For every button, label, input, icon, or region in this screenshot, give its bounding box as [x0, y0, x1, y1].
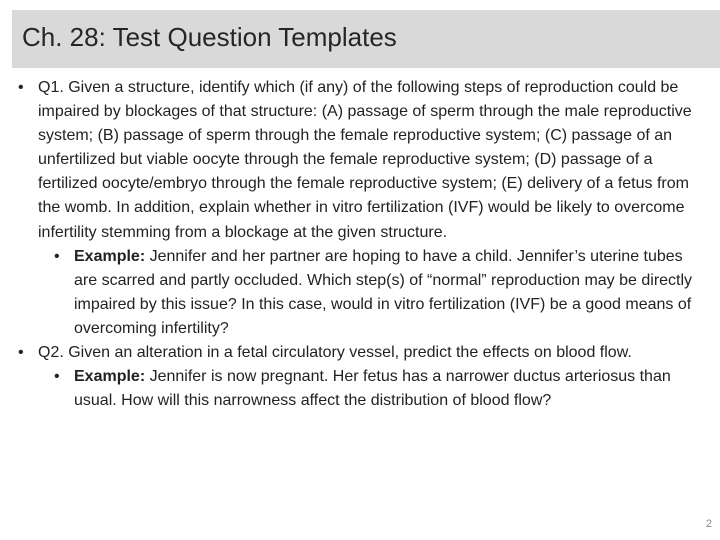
- question-2-text: Q2. Given an alteration in a fetal circulatory vessel, predict the effects on blood flow.: [38, 344, 632, 362]
- example-label: Example:: [74, 368, 146, 386]
- question-1-example: [54, 245, 698, 341]
- bullet-icon: •: [54, 247, 60, 265]
- example-label: Example:: [74, 247, 146, 265]
- question-2: [18, 341, 698, 365]
- question-2-example-text: Jennifer is now pregnant. Her fetus has a narrower ductus arteriosus than usual. How will this narrowness affect the distribution of blood flow?: [74, 368, 671, 410]
- page-number: 2: [705, 518, 712, 530]
- slide-body: [18, 76, 698, 413]
- question-1-example-text: Jennifer and her partner are hoping to have a child. Jennifer’s uterine tubes are scarred and partly occluded. Which step(s) of “normal” reproduction may be directly impaired by this issue? In this case, would in vitro fertilization (IVF) be a good means of overcoming infertility?: [74, 247, 693, 337]
- slide-title: Ch. 28: Test Question Templates: [22, 22, 397, 52]
- question-2-example: [54, 365, 698, 413]
- question-1-text: Q1. Given a structure, identify which (if any) of the following steps of reproduction could be impaired by blockages of that structure: (A) passage of sperm through the male reproductive system; (B) passage of sperm through the female reproductive system; (C) passage of an unfertilized but viable oocyte through the female reproductive system; (D) passage of a fertilized oocyte/embryo through the female reproductive system; (E) delivery of a fetus from the womb. In addition, explain whether in vitro fertilization (IVF) would be likely to overcome infertility stemming from a blockage at the given structure.: [38, 79, 692, 241]
- question-1: [18, 76, 698, 245]
- bullet-icon: •: [18, 79, 24, 96]
- bullet-icon: •: [54, 368, 60, 386]
- title-bar: [12, 10, 720, 68]
- bullet-icon: •: [18, 344, 24, 362]
